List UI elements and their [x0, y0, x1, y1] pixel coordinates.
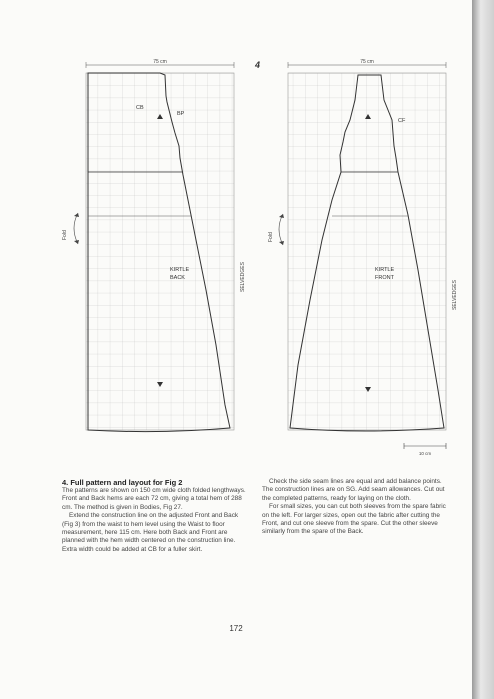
caption-col1-paragraph-1: The patterns are shown on 150 cm wide cloth folded lengthways. Front and Back hems are each 72 cm, giving a total hem of 288 cm. The method is given in Bodies, Fig 27. [62, 487, 246, 511]
right-cf-label: CF [398, 118, 406, 124]
kirtle-back-line2: BACK [170, 275, 185, 281]
left-pattern-panel [62, 59, 246, 432]
right-fold-arrow [279, 214, 283, 245]
caption-column-1 [62, 487, 248, 554]
right-fold-label: Fold [268, 232, 274, 242]
left-fold-arrow [74, 213, 78, 244]
caption-col1-paragraph-2: Extend the construction line on the adjusted Front and Back (Fig 3) from the waist to hem level using the Waist to floor measurement, here 115 cm. Here both Back and Front are planned with the hem width centered on the construction line. Extra width could be added at CB for a fuller skirt. [62, 512, 239, 553]
left-selvedges-label: SELVEDGES [240, 262, 246, 292]
page-number: 172 [229, 624, 243, 633]
figure-number: 4 [255, 60, 261, 70]
caption-column-2 [262, 478, 450, 537]
kirtle-front-line2: FRONT [375, 275, 394, 281]
left-width-label: 75 cm [153, 59, 167, 65]
left-cb-label: CB [136, 105, 144, 111]
caption-title: 4. Full pattern and layout for Fig 2 [62, 478, 183, 487]
left-bp-label: BP [177, 111, 185, 117]
caption-col2-paragraph-1: Check the side seam lines are equal and add balance points. The construction lines are on SG. Add seam allowances. Cut out the completed patterns, ready for laying on the cloth. [262, 478, 445, 502]
book-spine-edge [472, 0, 494, 699]
scale-bar [404, 443, 446, 456]
scale-label: 10 cm [418, 451, 432, 456]
right-selvedges-label: SELVEDGES [452, 280, 458, 310]
kirtle-front-line1: KIRTLE [375, 267, 395, 273]
left-fold-label: Fold [62, 230, 68, 240]
right-pattern-panel [268, 59, 458, 431]
caption-col2-paragraph-2: For small sizes, you can cut both sleeves from the spare fabric on the left. For larger sizes, open out the fabric after cutting the Front, and cut one sleeve from the spare. Cut the other sleeve similarly from the spare of the Back. [262, 503, 446, 536]
right-width-label: 75 cm [360, 59, 374, 65]
kirtle-back-line1: KIRTLE [170, 267, 190, 273]
